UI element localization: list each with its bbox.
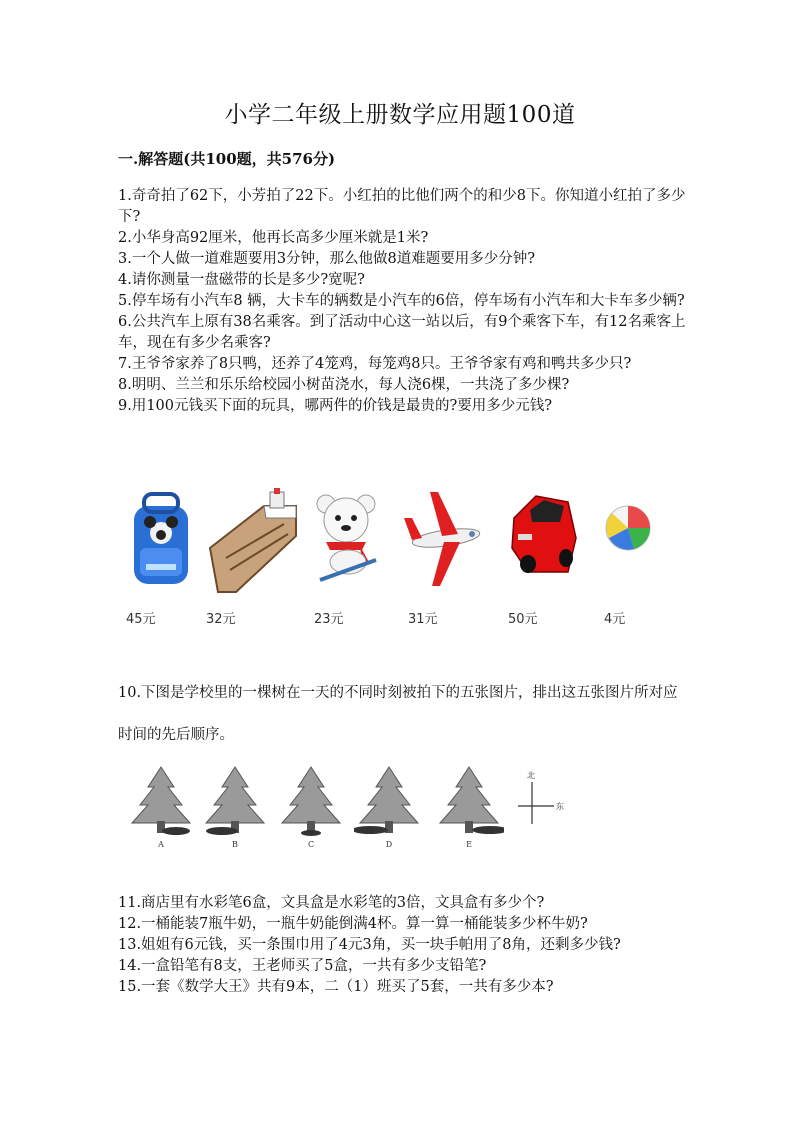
- tree-label: C: [307, 840, 315, 849]
- tree-icon: [276, 765, 346, 837]
- toy-car: [508, 488, 598, 627]
- tree-icon: [354, 765, 424, 837]
- question-15: 15.一套《数学大王》共有9本，二（1）班买了5套，一共有多少本?: [118, 979, 554, 995]
- airplane-icon: [402, 488, 487, 588]
- backpack-icon: [126, 488, 196, 588]
- toy-price: 23元: [314, 612, 344, 627]
- question-list-1: [118, 186, 688, 417]
- question-9: 9.用100元钱买下面的玩具，哪两件的价钱是最贵的?要用多少元钱?: [118, 398, 553, 414]
- section-heading: 一.解答题(共100题，共576分): [118, 150, 336, 168]
- question-12: 12.一桶能装7瓶牛奶，一瓶牛奶能倒满4杯。算一算一桶能装多少杯牛奶?: [118, 916, 588, 932]
- tree-picture: [354, 765, 424, 855]
- question-10: 10.下图是学校里的一棵树在一天的不同时刻被拍下的五张图片，排出这五张图片所对应时间的先后顺序。: [118, 685, 678, 743]
- question-list-2: [118, 893, 688, 998]
- question-8: 8.明明、兰兰和乐乐给校园小树苗浇水，每人浇6棵，一共浇了多少棵?: [118, 377, 570, 393]
- page-title: 小学二年级上册数学应用题100道: [224, 102, 576, 128]
- compass-icon: [516, 770, 576, 830]
- tree-icon: [126, 765, 196, 837]
- tree-label: B: [232, 840, 238, 849]
- compass-north-label: 北: [527, 771, 535, 780]
- tree-photo-row: [118, 765, 578, 860]
- question-5: 5.停车场有小汽车8 辆，大卡车的辆数是小汽车的6倍，停车场有小汽车和大卡车多少辆?: [118, 293, 685, 309]
- question-6: 6.公共汽车上原有38名乘客。到了活动中心这一站以后，有9个乘客下车，有12名乘客上车，现在有多少名乘客?: [118, 314, 686, 351]
- bear-icon: [314, 488, 384, 583]
- question-13: 13.姐姐有6元钱，买一条围巾用了4元3角，买一块手帕用了8角，还剩多少钱?: [118, 937, 621, 953]
- compass-east-label: 东: [556, 802, 564, 811]
- ball-icon: [604, 488, 654, 578]
- question-2: 2.小华身高92厘米，他再长高多少厘米就是1米?: [118, 230, 429, 246]
- question-1: 1.奇奇拍了62下，小芳拍了22下。小红拍的比他们两个的和少8下。你知道小红拍了多少下?: [118, 188, 686, 225]
- tree-label: D: [385, 840, 393, 849]
- toy-airplane: [402, 488, 492, 627]
- question-4: 4.请你测量一盘磁带的长是多少?宽呢?: [118, 272, 365, 288]
- tree-label: A: [158, 840, 164, 849]
- question-3: 3.一个人做一道难题要用3分钟，那么他做8道难题要用多少分钟?: [118, 251, 536, 267]
- toy-backpack: [126, 488, 216, 627]
- tree-picture: [434, 765, 504, 855]
- compass: [516, 770, 576, 830]
- toy-bear: [314, 488, 404, 627]
- question-14: 14.一盒铅笔有8支，王老师买了5盒，一共有多少支铅笔?: [118, 958, 487, 974]
- toy-price: 50元: [508, 612, 538, 627]
- tree-icon: [434, 765, 504, 837]
- car-icon: [508, 488, 580, 578]
- toy-price: 4元: [604, 612, 626, 627]
- ship-icon: [206, 488, 301, 593]
- toy-price: 31元: [408, 612, 438, 627]
- tree-picture: [200, 765, 270, 855]
- toy-ball: [604, 488, 694, 627]
- tree-label: E: [466, 840, 472, 849]
- question-7: 7.王爷爷家养了8只鸭，还养了4笼鸡，每笼鸡8只。王爷爷家有鸡和鸭共多少只?: [118, 356, 632, 372]
- toy-picture-row: [118, 488, 678, 638]
- question-11: 11.商店里有水彩笔6盒，文具盒是水彩笔的3倍，文具盒有多少个?: [118, 895, 545, 911]
- toy-price: 32元: [206, 612, 236, 627]
- tree-picture: [126, 765, 196, 855]
- tree-icon: [200, 765, 270, 837]
- toy-price: 45元: [126, 612, 156, 627]
- tree-picture: [276, 765, 346, 855]
- toy-ship: [206, 488, 296, 627]
